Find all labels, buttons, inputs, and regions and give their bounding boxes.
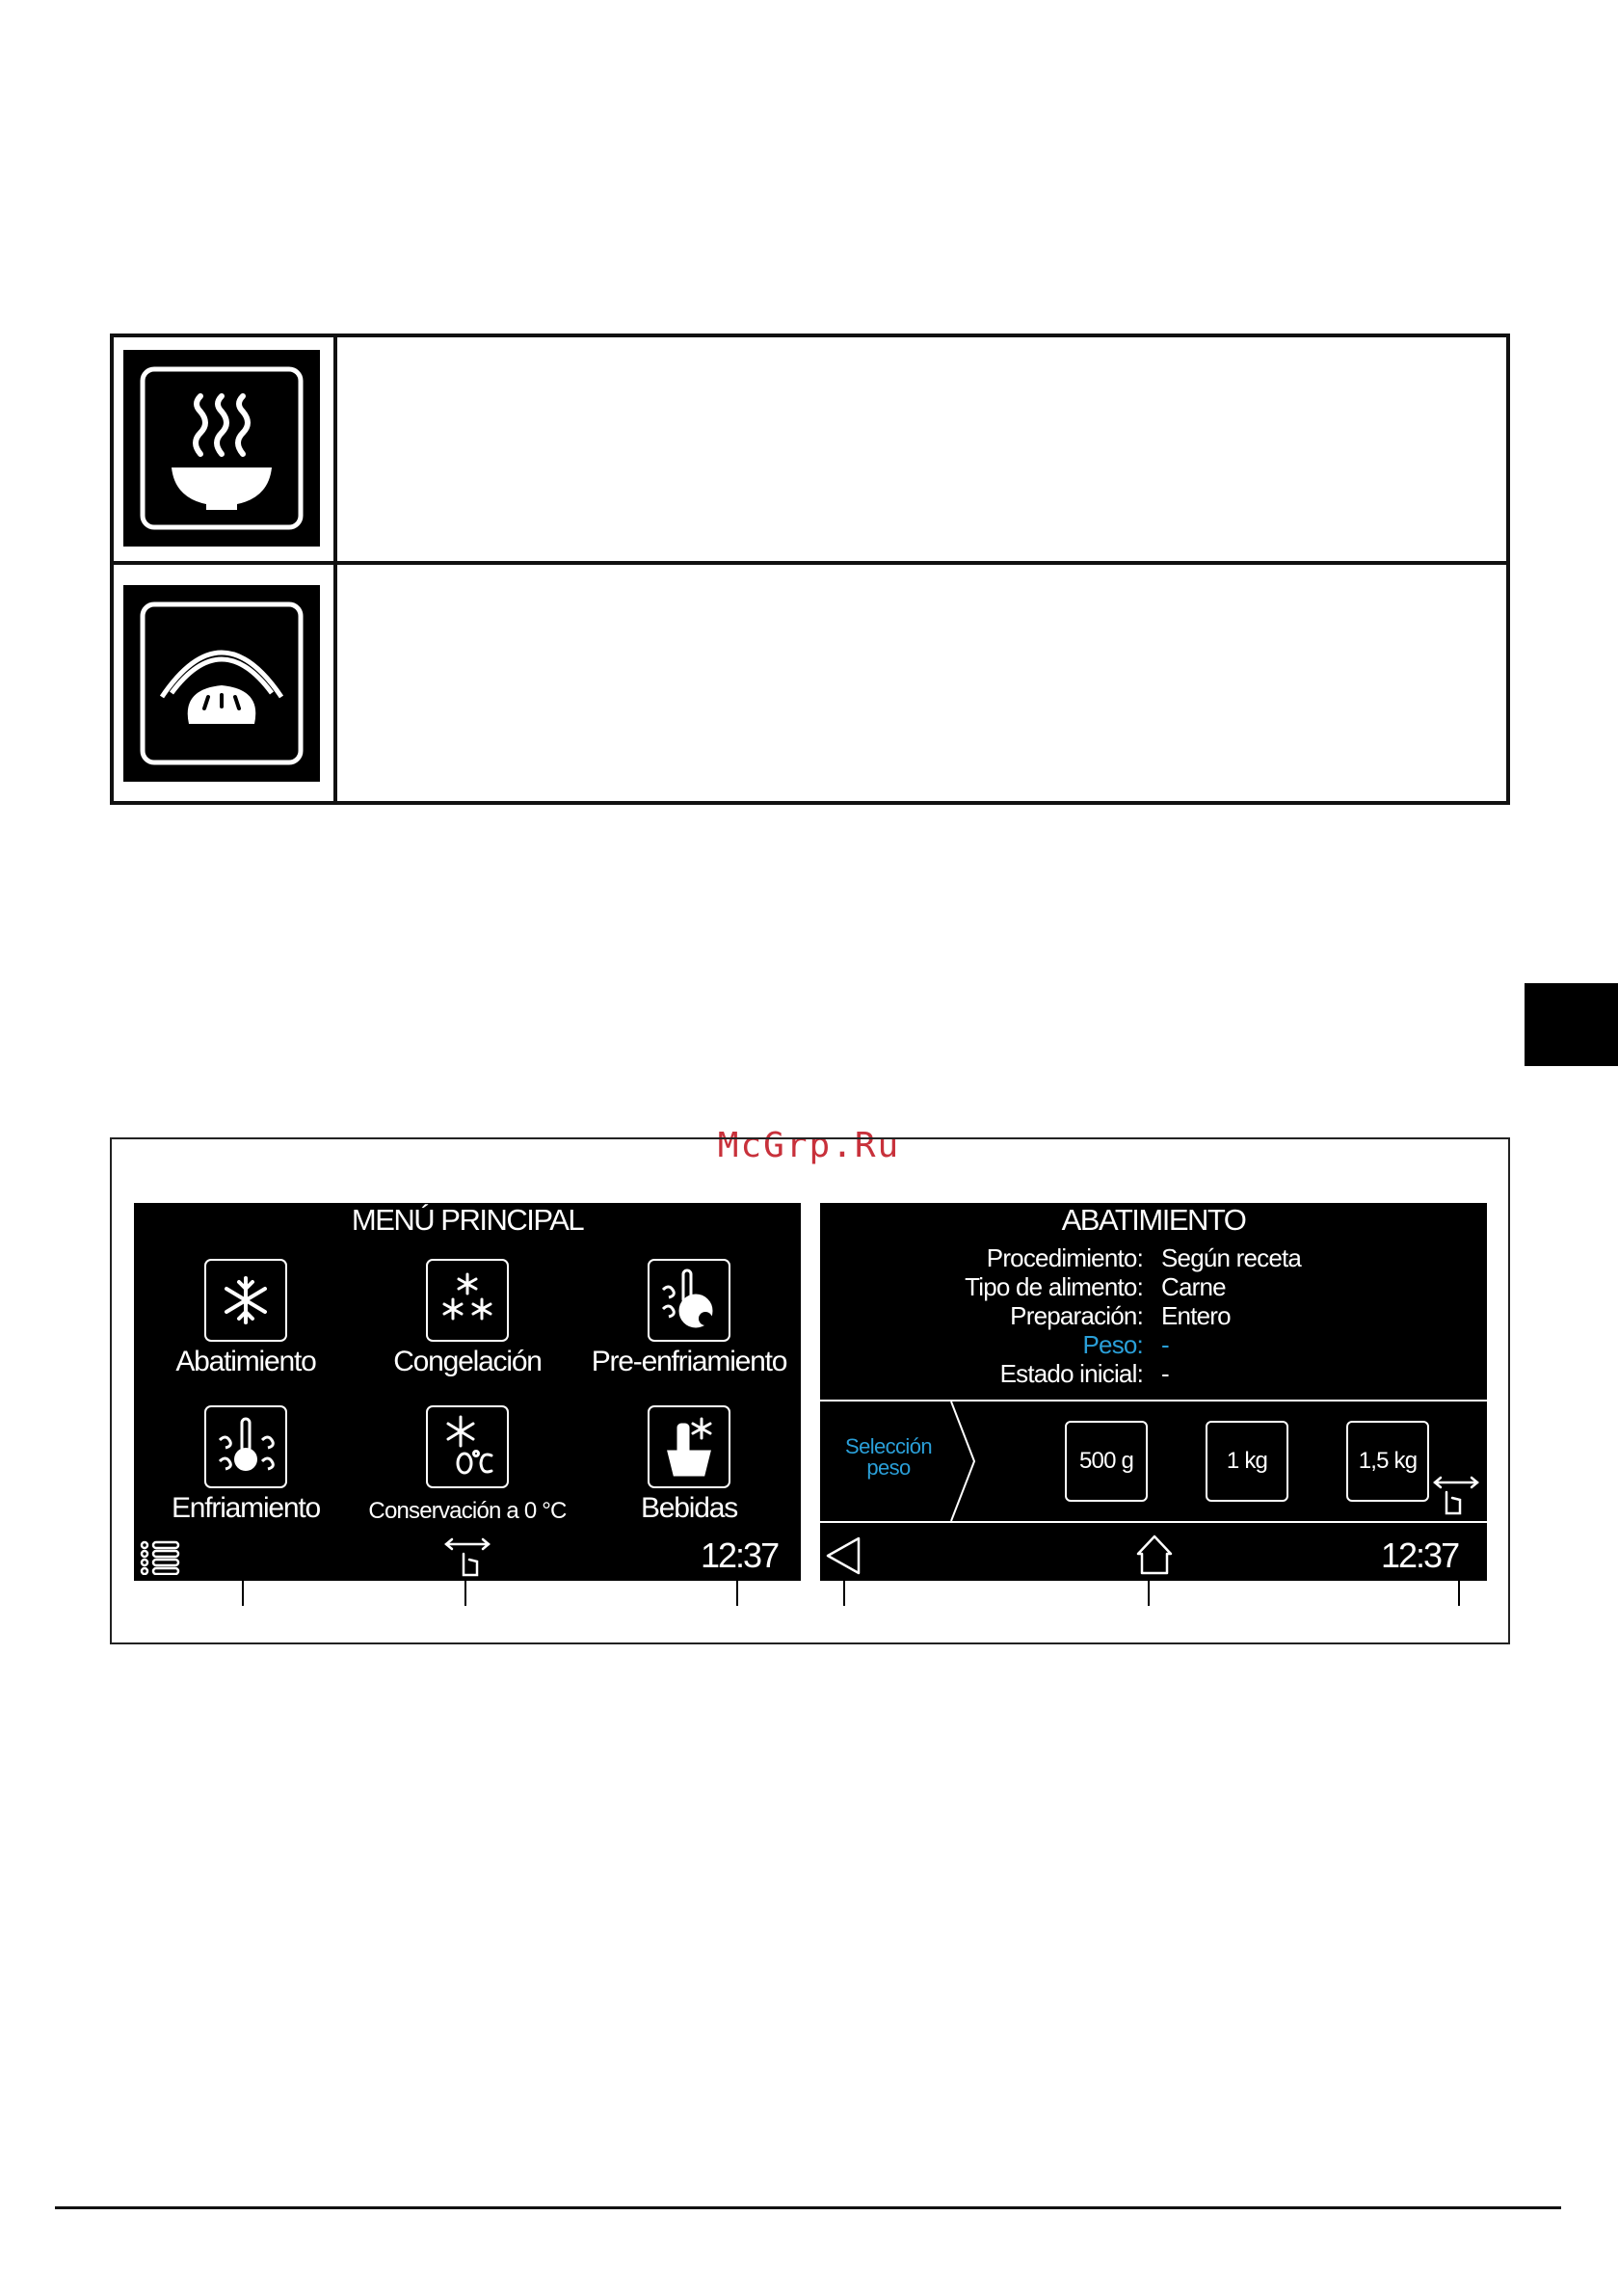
info-row-estado-inicial <box>820 1359 1487 1388</box>
icon-table <box>110 334 1510 805</box>
abatimiento-screen <box>820 1203 1487 1581</box>
snowflake-zero-celsius-icon <box>426 1405 509 1488</box>
menu-item-label: Bebidas <box>640 1492 737 1524</box>
info-value: - <box>1161 1359 1169 1388</box>
callout-line <box>242 1581 244 1606</box>
info-row-tipo-alimento <box>820 1272 1487 1301</box>
ice-bucket-bottle-icon <box>648 1405 730 1488</box>
info-row-procedimiento <box>820 1243 1487 1272</box>
icon-cell <box>114 565 337 801</box>
info-value: Entero <box>1161 1301 1231 1330</box>
weight-option-button[interactable]: 500 g <box>1065 1421 1148 1502</box>
info-label: Procedimiento: <box>986 1243 1143 1272</box>
info-label: Tipo de alimento: <box>965 1272 1143 1301</box>
home-icon[interactable] <box>1134 1533 1175 1577</box>
menu-item-pre-enfriamiento[interactable] <box>583 1259 795 1378</box>
info-row-peso[interactable] <box>820 1330 1487 1359</box>
weight-option-button[interactable]: 1 kg <box>1206 1421 1288 1502</box>
info-label: Peso: <box>1082 1330 1143 1359</box>
thermometer-wind-icon <box>204 1405 287 1488</box>
list-menu-icon[interactable] <box>140 1540 182 1575</box>
weight-selection-band <box>820 1400 1487 1523</box>
screen-title: ABATIMIENTO <box>1061 1203 1246 1237</box>
back-triangle-icon[interactable] <box>824 1535 862 1577</box>
info-label: Estado inicial: <box>999 1359 1143 1388</box>
steaming-bowl-icon <box>123 350 320 547</box>
main-menu-screen <box>134 1203 801 1581</box>
footer-rule <box>55 2206 1561 2209</box>
selection-label-line: Selección <box>845 1434 932 1458</box>
callout-line <box>464 1581 466 1606</box>
menu-item-conservacion[interactable] <box>361 1405 573 1525</box>
info-value: Carne <box>1161 1272 1226 1301</box>
menu-item-enfriamiento[interactable] <box>140 1405 352 1525</box>
menu-item-label: Enfriamiento <box>171 1492 320 1524</box>
icon-cell <box>114 337 337 561</box>
thermometer-clock-icon <box>648 1259 730 1342</box>
menu-item-label: Conservación a 0 °C <box>368 1498 567 1524</box>
callout-line <box>1458 1581 1460 1606</box>
menu-item-bebidas[interactable] <box>583 1405 795 1525</box>
menu-item-label: Abatimiento <box>175 1346 316 1377</box>
display-figure <box>110 1137 1510 1644</box>
menu-item-label: Pre-enfriamiento <box>591 1346 787 1377</box>
selection-label-line: peso <box>866 1455 911 1480</box>
weight-option-button[interactable]: 1,5 kg <box>1346 1421 1429 1502</box>
swipe-hand-icon <box>1431 1475 1481 1517</box>
callout-line <box>736 1581 738 1606</box>
clock-time: 12:37 <box>701 1535 779 1575</box>
callout-line <box>843 1581 845 1606</box>
callout-line <box>1148 1581 1150 1606</box>
icon-table-row <box>114 337 1506 565</box>
section-tab <box>1525 983 1618 1066</box>
snowflake-icon <box>204 1259 287 1342</box>
watermark: McGrp.Ru <box>717 1126 901 1165</box>
icon-table-row <box>114 565 1506 801</box>
selection-label <box>826 1436 951 1479</box>
bread-warming-icon <box>123 585 320 782</box>
info-value: - <box>1161 1330 1169 1359</box>
info-label: Preparación: <box>1010 1301 1143 1330</box>
menu-item-label: Congelación <box>393 1346 542 1377</box>
menu-item-congelacion[interactable] <box>361 1259 573 1378</box>
clock-time: 12:37 <box>1381 1535 1459 1575</box>
snowflake-cluster-icon <box>426 1259 509 1342</box>
info-row-preparacion <box>820 1301 1487 1330</box>
info-value: Según receta <box>1161 1243 1302 1272</box>
menu-item-abatimiento[interactable] <box>140 1259 352 1378</box>
swipe-hand-icon <box>442 1536 492 1579</box>
screen-title: MENÚ PRINCIPAL <box>351 1203 584 1237</box>
